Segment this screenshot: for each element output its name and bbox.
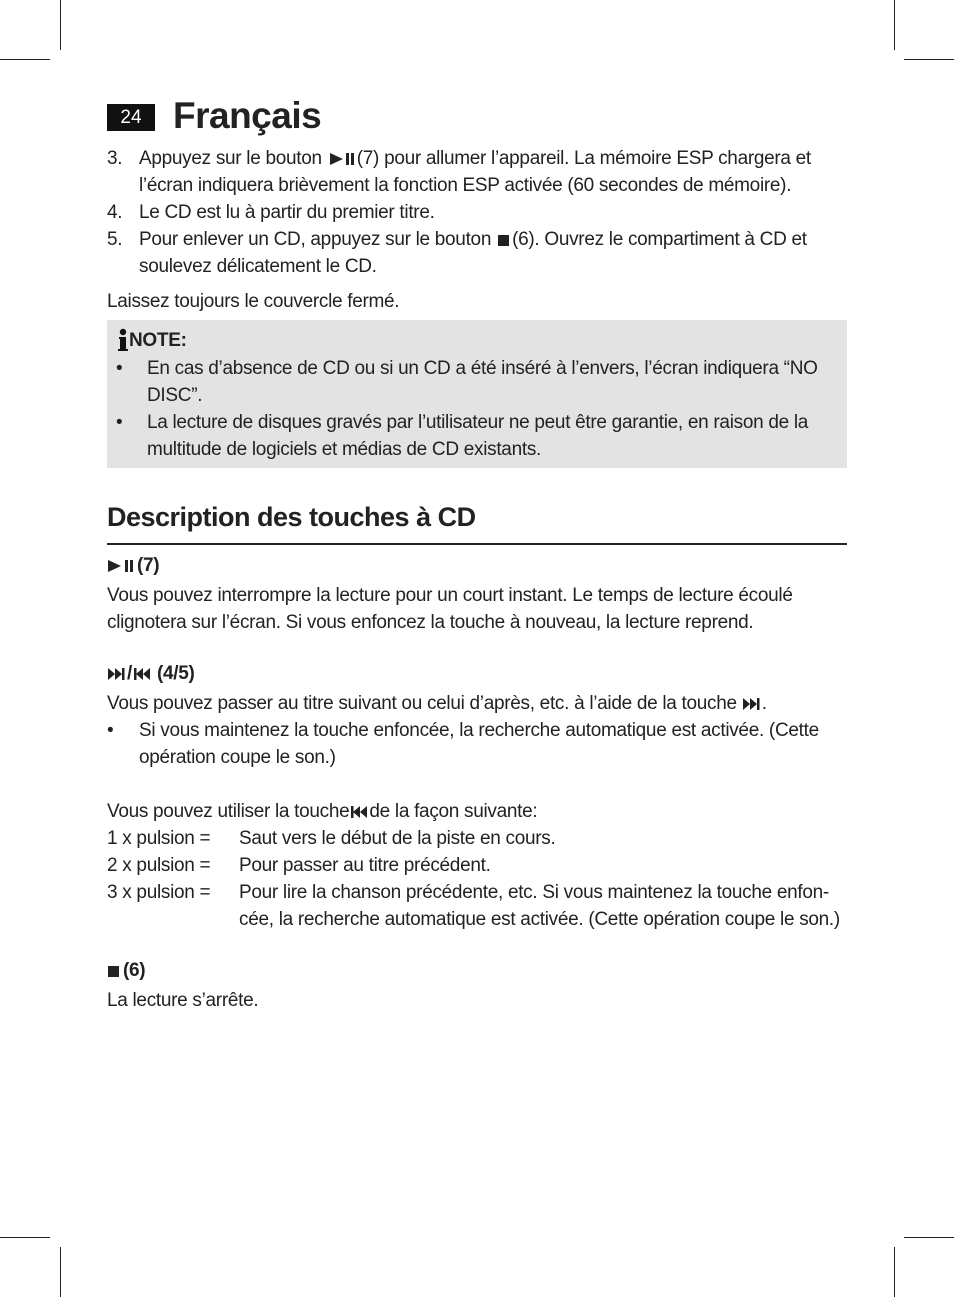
stop-description: La lecture s’arrête. xyxy=(107,990,259,1011)
skip-next-icon xyxy=(107,667,127,681)
page-number: 24 xyxy=(107,104,155,131)
section-divider xyxy=(107,543,847,545)
lid-instruction: Laissez toujours le couvercle fermé. xyxy=(107,291,400,312)
list-item: 3. Appuyez sur le bouton (7) pour allumer l’appareil. La mémoire ESP chargera et xyxy=(107,148,811,169)
crop-mark xyxy=(894,0,895,50)
crop-mark xyxy=(0,59,50,60)
skip-prev-icon xyxy=(349,805,369,819)
stop-icon xyxy=(496,233,512,247)
info-icon xyxy=(117,328,129,352)
skip-prev-icon xyxy=(132,667,152,681)
pulse-row: 2 x pulsion = Pour passer au titre précédent. xyxy=(107,855,491,876)
play-pause-icon xyxy=(327,152,357,166)
list-item: 4. Le CD est lu à partir du premier titre. xyxy=(107,202,435,223)
pulse-row: 3 x pulsion = Pour lire la chanson précédente, etc. Si vous maintenez la touche enfon- xyxy=(107,882,829,903)
note-list: • En cas d’absence de CD ou si un CD a été inséré à l’envers, l’écran indiquera “NO DISC”. • La lecture de disques gravés par l’utilisateur ne peut être garantie, en raison de la multitude de logiciels et médias de CD existants. xyxy=(107,355,847,463)
list-item: • Si vous maintenez la touche enfoncée, la recherche automatique est activée. (Cette xyxy=(107,720,819,741)
crop-mark xyxy=(904,59,954,60)
skip-next-icon xyxy=(742,697,762,711)
play-pause-heading: (7) xyxy=(107,555,159,577)
skip-heading: / (4/5) xyxy=(107,663,195,685)
list-item: • En cas d’absence de CD ou si un CD a été inséré à l’envers, l’écran indiquera “NO xyxy=(116,358,818,379)
pulse-row: 1 x pulsion = Saut vers le début de la piste en cours. xyxy=(107,828,556,849)
crop-mark xyxy=(60,0,61,50)
list-item: • La lecture de disques gravés par l’utilisateur ne peut être garantie, en raison de la xyxy=(116,412,809,433)
crop-mark xyxy=(0,1237,50,1238)
play-pause-icon xyxy=(107,559,137,573)
note-title: NOTE: xyxy=(129,330,187,351)
stop-heading: (6) xyxy=(107,960,145,982)
section-title: Description des touches à CD xyxy=(107,502,476,532)
step-list: 3. Appuyez sur le bouton (7) pour allumer l’appareil. La mémoire ESP chargera et l’écran indiquera brièvement la fonction ESP activée (60 secondes de mémoire). 4. Le CD est lu à partir du premier titre. 5. Pour enlever un CD, appuyez sur le bouton (6). Ouvrez le compartiment à CD et soulevez délicatement le CD. xyxy=(107,145,847,280)
crop-mark xyxy=(894,1247,895,1297)
list-item: 5. Pour enlever un CD, appuyez sur le bouton (6). Ouvrez le compartiment à CD et xyxy=(107,229,807,250)
stop-icon xyxy=(107,964,123,978)
skip-description: Vous pouvez passer au titre suivant ou celui d’après, etc. à l’aide de la touche . • Si vous maintenez la touche enfoncée, la recherche automatique est activée. (Cette opération coupe le son.) Vous pouvez utiliser la touche de la façon suivante: 1 x pulsion = Saut vers le début de la piste en cours. 2 x pulsion = Pour passer au titre précédent. 3 x pulsion = Pour lire la chanson précédente, etc. Si vous maintenez la touche enfon- cée, la recherche automatique est activée. (Cette opération coupe le son.) xyxy=(107,690,847,933)
page-title: Français xyxy=(173,95,322,136)
crop-mark xyxy=(904,1237,954,1238)
play-pause-description: Vous pouvez interrompre la lecture pour un court instant. Le temps de lecture écoulé clignotera sur l’écran. Si vous enfoncez la touche à nouveau, la lecture reprend. xyxy=(107,585,793,633)
crop-mark xyxy=(60,1247,61,1297)
note-box xyxy=(107,320,847,468)
